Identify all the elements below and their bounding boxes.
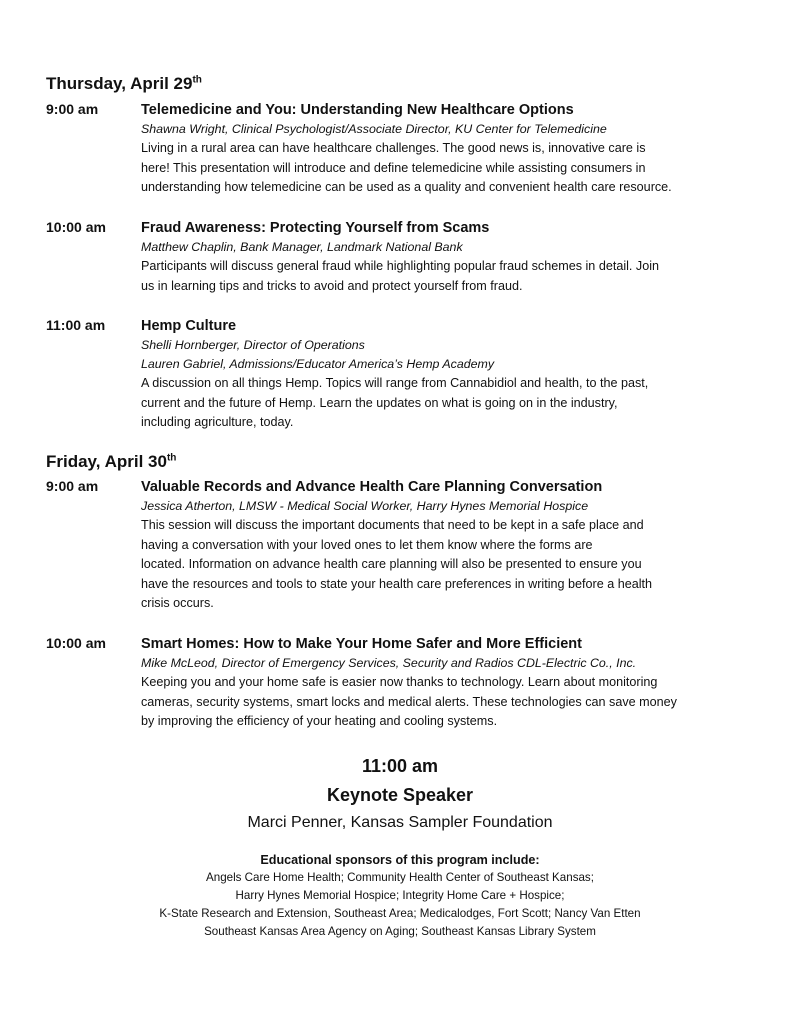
sponsors-heading: Educational sponsors of this program include: <box>260 853 540 867</box>
description-line: Living in a rural area can have healthcare challenges. The good news is, innovative care is <box>141 141 646 155</box>
day-heading-suffix: th <box>166 452 177 464</box>
keynote-speaker: Marci Penner, Kansas Sampler Foundation <box>247 814 553 831</box>
session-title: Valuable Records and Advance Health Care Planning Conversation <box>141 479 603 495</box>
session-time: 9:00 am <box>46 478 99 494</box>
keynote-time: 11:00 am <box>361 756 439 776</box>
day-heading-label: Thursday, April 29 <box>46 74 193 93</box>
description-line: us in learning tips and tricks to avoid and protect yourself from fraud. <box>141 278 523 293</box>
session-title: Hemp Culture <box>141 318 237 334</box>
session-speaker: Jessica Atherton, LMSW - Medical Social Worker, Harry Hynes Memorial Hospice <box>141 499 589 513</box>
session-title: Fraud Awareness: Protecting Yourself from Scams <box>141 220 490 236</box>
session-description <box>141 516 755 614</box>
session-description <box>141 257 755 296</box>
description-line: Participants will discuss general fraud while highlighting popular fraud schemes in detail. Join <box>141 259 660 273</box>
day-heading-thursday <box>46 74 202 94</box>
session-speaker: Shelli Hornberger, Director of Operations <box>141 338 365 352</box>
session-time: 9:00 am <box>46 101 99 117</box>
session-speaker: Lauren Gabriel, Admissions/Educator America’s Hemp Academy <box>141 357 495 371</box>
description-line: have the resources and tools to state your health care preferences in writing before a health <box>141 576 653 591</box>
session-description <box>141 139 755 198</box>
keynote-block <box>0 752 800 836</box>
description-line: A discussion on all things Hemp. Topics will range from Cannabidiol and health, to the past, <box>141 376 649 390</box>
day-heading-friday <box>46 452 176 472</box>
description-line: cameras, security systems, smart locks and medical alerts. These technologies can save money <box>141 694 677 709</box>
description-line: located. Information on advance health care planning will also be presented to ensure you <box>141 557 642 571</box>
sponsor-line: K-State Research and Extension, Southeast Area; Medicalodges, Fort Scott; Nancy Van Etten <box>159 907 641 920</box>
session-time: 11:00 am <box>46 317 106 333</box>
description-line: Keeping you and your home safe is easier now thanks to technology. Learn about monitoring <box>141 675 658 689</box>
session-time: 10:00 am <box>46 219 106 235</box>
session-description <box>141 374 755 433</box>
day-heading-suffix: th <box>192 74 202 86</box>
day-heading-label: Friday, April 30 <box>46 452 167 471</box>
description-line: here! This presentation will introduce and define telemedicine while assisting consumers in <box>141 160 646 175</box>
session-title: Telemedicine and You: Understanding New Healthcare Options <box>141 102 574 118</box>
sponsor-line: Harry Hynes Memorial Hospice; Integrity Home Care + Hospice; <box>235 889 565 902</box>
description-line: This session will discuss the important documents that need to be kept in a safe place and <box>141 518 644 532</box>
description-line: crisis occurs. <box>141 596 214 610</box>
session-time: 10:00 am <box>46 635 106 651</box>
description-line: current and the future of Hemp. Learn the updates on what is going on in the industry, <box>141 395 618 410</box>
keynote-label: Keynote Speaker <box>326 785 474 805</box>
description-line: having a conversation with your loved ones to let them know where the forms are <box>141 537 593 552</box>
session-description <box>141 673 755 732</box>
session-speaker: Shawna Wright, Clinical Psychologist/Associate Director, KU Center for Telemedicine <box>141 122 607 136</box>
sponsor-line: Southeast Kansas Area Agency on Aging; Southeast Kansas Library System <box>204 925 596 938</box>
session-speaker: Mike McLeod, Director of Emergency Services, Security and Radios CDL-Electric Co., Inc. <box>141 656 637 670</box>
session-speaker: Matthew Chaplin, Bank Manager, Landmark National Bank <box>141 240 463 254</box>
session-title: Smart Homes: How to Make Your Home Safer and More Efficient <box>141 636 582 652</box>
sponsors-block <box>0 851 800 941</box>
sponsor-line: Angels Care Home Health; Community Health Center of Southeast Kansas; <box>206 871 594 884</box>
description-line: by improving the efficiency of your heating and cooling systems. <box>141 714 498 728</box>
description-line: understanding how telemedicine can be used as a quality and convenient health care resource. <box>141 180 672 194</box>
description-line: including agriculture, today. <box>141 415 294 429</box>
